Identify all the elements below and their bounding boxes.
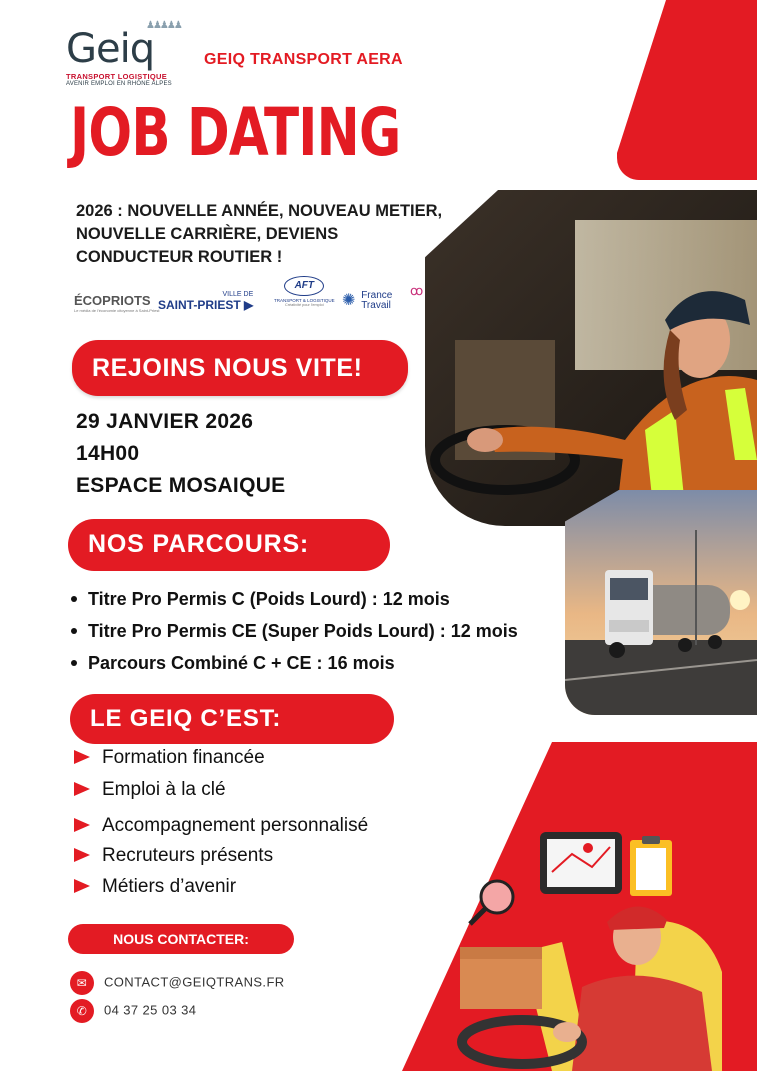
- phone-icon: ✆: [70, 999, 94, 1023]
- list-item: [74, 876, 236, 898]
- benefit-text: Emploi à la clé: [102, 779, 226, 800]
- contact-email-row: [70, 971, 285, 995]
- benefit-text: Recruteurs présents: [102, 845, 274, 866]
- arrow-right-icon: [74, 848, 90, 862]
- geiq-heading: LE GEIQ C’EST:: [70, 694, 394, 744]
- event-date: 29 JANVIER 2026: [76, 410, 254, 433]
- driver-illustration: [425, 190, 757, 526]
- contact-phone-row: [70, 999, 196, 1023]
- france-travail-icon: ✺: [342, 292, 356, 309]
- play-arrow-icon: ▶: [244, 298, 254, 312]
- geiq-logo: [66, 20, 186, 90]
- list-item: Parcours Combiné C + CE : 16 mois: [66, 647, 518, 679]
- saint-priest-prefix: VILLE DE: [222, 291, 254, 298]
- truck-illustration: [565, 490, 757, 715]
- parcours-heading: NOS PARCOURS:: [68, 519, 390, 571]
- list-item: [74, 845, 273, 867]
- event-place: ESPACE MOSAIQUE: [76, 474, 286, 497]
- headline-line-2: NOUVELLE CARRIÈRE, DEVIENS: [76, 225, 339, 243]
- saint-priest-name: SAINT-PRIEST: [158, 298, 241, 312]
- list-item: [74, 747, 265, 769]
- aft-line: TRANSPORT & LOGISTIQUE: [274, 298, 335, 303]
- saint-priest-logo: [158, 291, 253, 312]
- arrow-right-icon: [74, 782, 90, 796]
- parcours-list: [66, 583, 518, 679]
- logo-tagline-1: TRANSPORT LOGISTIQUE: [66, 72, 168, 81]
- headline-line-3: CONDUCTEUR ROUTIER !: [76, 248, 283, 266]
- contact-heading: NOUS CONTACTER:: [68, 924, 294, 954]
- france-travail-line-1: France: [361, 290, 393, 301]
- missions-locales-icon: ꝏ: [410, 283, 424, 298]
- people-icon: ♟♟♟♟♟: [146, 20, 181, 31]
- event-details: [76, 406, 285, 502]
- headline-line-1: 2026 : NOUVELLE ANNÉE, NOUVEAU METIER,: [76, 202, 443, 220]
- list-item: [74, 815, 368, 837]
- aft-tagline: Créativité pour l'emploi: [285, 303, 324, 307]
- organization-name: GEIQ TRANSPORT AERA: [204, 51, 403, 68]
- contact-phone[interactable]: 04 37 25 03 34: [104, 1002, 197, 1018]
- list-item: Titre Pro Permis CE (Super Poids Lourd) : 12 mois: [66, 615, 518, 647]
- list-item: Titre Pro Permis C (Poids Lourd) : 12 mois: [66, 583, 518, 615]
- page-title: JOB DATING: [70, 94, 401, 171]
- contact-email[interactable]: CONTACT@GEIQTRANS.FR: [104, 974, 285, 990]
- benefit-text: Métiers d’avenir: [102, 876, 237, 897]
- partner-logos: [74, 275, 474, 325]
- red-corner-shape: [617, 0, 757, 180]
- france-travail-line-2: Travail: [361, 300, 391, 311]
- event-time: 14H00: [76, 442, 140, 465]
- ecopriots-logo: [74, 293, 159, 313]
- ecopriots-name: ÉCOPRIOTS: [74, 293, 151, 308]
- delivery-driver-illustration: [402, 742, 757, 1071]
- arrow-right-icon: [74, 879, 90, 893]
- aft-logo: [274, 275, 335, 307]
- arrow-right-icon: [74, 818, 90, 832]
- arrow-right-icon: [74, 750, 90, 764]
- mail-icon: ✉: [70, 971, 94, 995]
- benefit-text: Formation financée: [102, 747, 265, 768]
- cta-banner: REJOINS NOUS VITE!: [72, 340, 408, 396]
- aft-name: AFT: [284, 276, 324, 296]
- france-travail-logo: [342, 291, 392, 311]
- driver-body: [572, 976, 712, 1071]
- logo-tagline-2: AVENIR EMPLOI EN RHÔNE ALPES: [66, 81, 172, 87]
- list-item: [74, 779, 226, 801]
- truck-photo: [565, 490, 757, 715]
- logo-wordmark: Geiq: [66, 26, 155, 72]
- benefit-text: Accompagnement personnalisé: [102, 815, 369, 836]
- driver-photo: [425, 190, 757, 526]
- ecopriots-tagline: Le média de l'économie citoyenne à Saint-Priest: [74, 308, 160, 313]
